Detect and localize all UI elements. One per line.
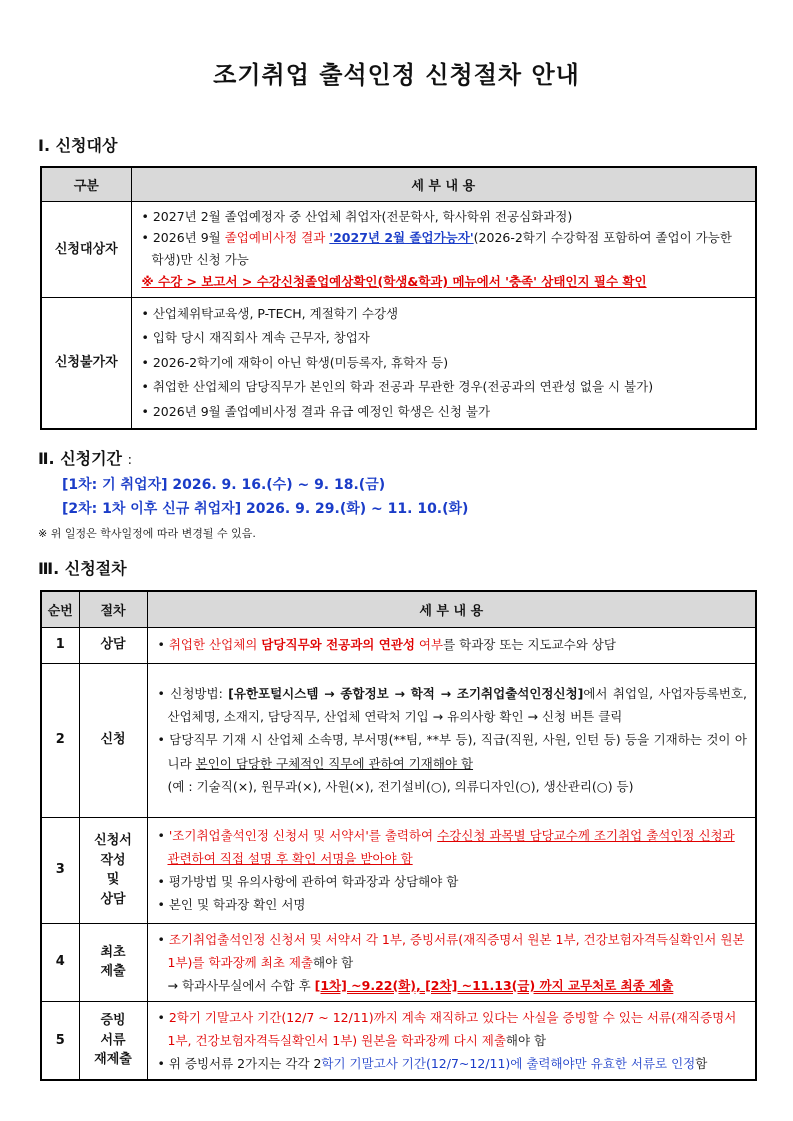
row-label-eligible: 신청대상자: [41, 201, 131, 298]
header-category: 구분: [41, 167, 131, 201]
step-content: [147, 663, 756, 817]
list-item: • 2026년 9월 졸업예비사정 결과 '2027년 2월 졸업가능자'(2026-2학기 수강학점 포함하여 졸업이 가능한 학생)만 신청 가능: [141, 230, 732, 268]
table-row: [41, 817, 756, 923]
step-name: 신청: [79, 663, 147, 817]
list-item: • 산업체위탁교육생, P-TECH, 계절학기 수강생: [141, 306, 399, 321]
list-item: → 학과사무실에서 수합 후 [1차] ~9.22(화), [2차] ~11.13(금) 까지 교무처로 최종 제출: [167, 977, 674, 993]
schedule-note: ※ 위 일정은 학사일정에 따라 변경될 수 있음.: [38, 527, 256, 540]
list-item: • 2026-2학기에 재학이 아닌 학생(미등록자, 휴학자 등): [141, 354, 449, 370]
step-content: [147, 627, 756, 663]
period-second: [2차: 1차 이후 신규 취업자] 2026. 9. 29.(화) ~ 11. 10.(화): [62, 501, 469, 517]
procedure-table: [40, 590, 757, 1081]
section1-heading: Ⅰ. 신청대상: [38, 136, 118, 155]
document-title: 조기취업 출석인정 신청절차 안내: [213, 61, 580, 89]
header-details: 세 부 내 용: [147, 591, 756, 627]
step-name: 상담: [79, 627, 147, 663]
step-content: [147, 923, 756, 1001]
list-item: • 2학기 기말고사 기간(12/7 ~ 12/11)까지 계속 재직하고 있다는 사실을 증빙할 수 있는 서류(재직증명서 1부, 건강보험자격득실확인서 1부) 원본을 학과장께 다시 제출해야 함: [157, 1009, 737, 1048]
list-item: • 취업한 산업체의 담당직무가 본인의 학과 전공과 무관한 경우(전공과의 연관성 없을 시 불가): [141, 379, 654, 395]
row-content-ineligible: [131, 298, 756, 429]
list-item: • 신청방법: [유한포털시스템 → 종합정보 → 학적 → 조기취업출석인정신청]에서 취업일, 사업자등록번호, 산업체명, 소재지, 담당직무, 산업체 연락처 기입 → 유의사항 확인 → 신청 버튼 클릭: [157, 686, 747, 725]
list-item: • 2027년 2월 졸업예정자 중 산업체 취업자(전문학사, 학사학위 전공심화과정): [141, 208, 573, 224]
list-item: (예 : 기술직(×), 원무과(×), 사원(×), 전기설비(○), 의류디자인(○), 생산관리(○) 등): [167, 778, 634, 794]
section3-heading: Ⅲ. 신청절차: [38, 559, 127, 578]
table-row: [41, 298, 756, 429]
row-content-eligible: [131, 201, 756, 298]
step-number: 5: [41, 1001, 79, 1080]
table-row: [41, 663, 756, 817]
list-item: • 입학 당시 재직회사 계속 근무자, 창업자: [141, 330, 370, 346]
step-content: [147, 1001, 756, 1080]
list-item: • 위 증빙서류 2가지는 각각 2학기 기말고사 기간(12/7~12/11)에 출력해야만 유효한 서류로 인정함: [157, 1056, 708, 1072]
table-row: [41, 1001, 756, 1080]
list-item: • 본인 및 학과장 확인 서명: [157, 897, 306, 913]
step-name: 신청서 작성 및 상담: [79, 817, 147, 923]
list-item: • 2026년 9월 졸업예비사정 결과 유급 예정인 학생은 신청 불가: [141, 403, 491, 419]
period-first: [1차: 기 취업자] 2026. 9. 16.(수) ~ 9. 18.(금): [62, 477, 386, 493]
table-row: [41, 923, 756, 1001]
required-check-note: ※ 수강 > 보고서 > 수강신청졸업예상확인(학생&학과) 메뉴에서 '충족' 상태인지 필수 확인: [141, 274, 647, 290]
list-item: • '조기취업출석인정 신청서 및 서약서'를 출력하여 수강신청 과목별 담당교수께 조기취업 출석인정 신청과 관련하여 직접 설명 후 확인 서명을 받아야 함: [157, 827, 735, 866]
list-item: • 평가방법 및 유의사항에 관하여 학과장과 상담해야 함: [157, 874, 459, 889]
step-name: 증빙 서류 재제출: [79, 1001, 147, 1080]
step-content: [147, 817, 756, 923]
step-number: 4: [41, 923, 79, 1001]
list-item: • 담당직무 기재 시 산업체 소속명, 부서명(**팀, **부 등), 직급(직원, 사원, 인턴 등) 등을 기재하는 것이 아니라 본인이 담당한 구체적인 직무에 관하여 기재해야 함: [157, 732, 747, 771]
list-item: • 취업한 산업체의 담당직무와 전공과의 연관성 여부를 학과장 또는 지도교수와 상담: [157, 637, 616, 653]
table-row: [41, 627, 756, 663]
step-name: 최초 제출: [79, 923, 147, 1001]
table-row: [41, 201, 756, 298]
step-number: 2: [41, 663, 79, 817]
header-details: 세 부 내 용: [131, 167, 756, 201]
step-number: 3: [41, 817, 79, 923]
target-table: [40, 166, 757, 430]
header-number: 순번: [41, 591, 79, 627]
section2-heading: Ⅱ. 신청기간 :: [38, 449, 132, 468]
step-number: 1: [41, 627, 79, 663]
list-item: • 조기취업출석인정 신청서 및 서약서 각 1부, 증빙서류(재직증명서 원본 1부, 건강보험자격득실확인서 원본 1부)를 학과장께 최초 제출해야 함: [157, 931, 745, 970]
row-label-ineligible: 신청불가자: [41, 298, 131, 429]
header-step: 절차: [79, 591, 147, 627]
